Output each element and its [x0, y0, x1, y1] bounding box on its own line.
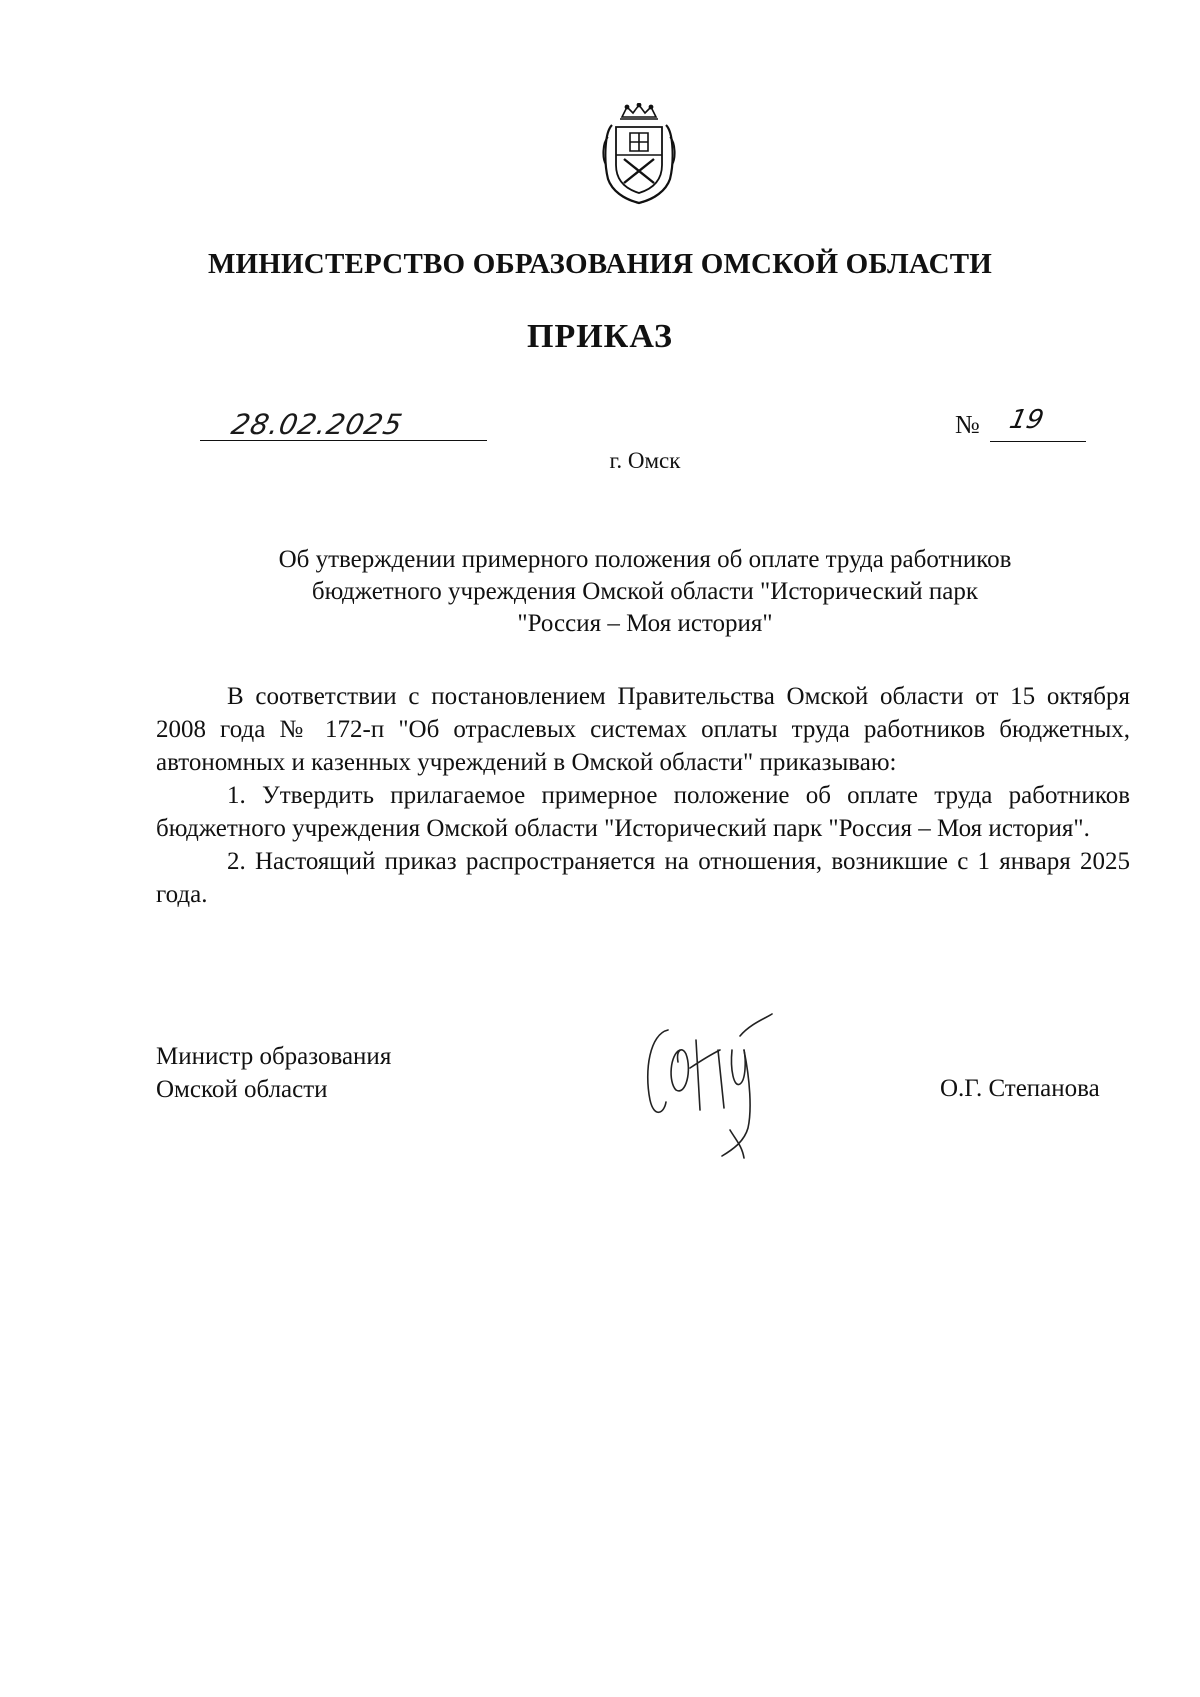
city-label: г. Омск	[609, 448, 681, 473]
signatory-title-line: Омской области	[156, 1076, 328, 1103]
preamble-paragraph: В соответствии с постановлением Правительства Омской области от 15 октября 2008 года № 172-п "Об отраслевых системах оплаты труда работников бюджетных, автономных и казенных учреждений в Омской области" приказываю:	[156, 683, 1130, 776]
order-item-2: 2. Настоящий приказ распространяется на отношения, возникшие с 1 января 2025 года.	[156, 848, 1130, 908]
order-subject	[160, 544, 1130, 640]
signatory-title	[156, 1040, 391, 1106]
ministry-heading: МИНИСТЕРСТВО ОБРАЗОВАНИЯ ОМСКОЙ ОБЛАСТИ	[207, 248, 993, 280]
number-label: №	[955, 410, 980, 439]
date-underline	[200, 440, 487, 441]
coat-of-arms-icon	[600, 103, 678, 206]
subject-line: бюджетного учреждения Омской области "Исторический парк	[311, 578, 979, 605]
number-underline	[990, 441, 1086, 442]
document-type-heading: ПРИКАЗ	[527, 318, 673, 355]
order-body	[156, 680, 1130, 911]
order-item-1: 1. Утвердить прилагаемое примерное положение об оплате труда работников бюджетного учреждения Омской области "Исторический парк "Россия – Моя история".	[156, 782, 1130, 842]
signatory-title-line: Министр образования	[156, 1043, 392, 1070]
handwritten-date: 28.02.2025	[228, 408, 406, 441]
handwritten-number: 19	[1006, 405, 1047, 435]
subject-line: "Россия – Моя история"	[517, 610, 773, 637]
subject-line: Об утверждении примерного положения об оплате труда работников	[278, 546, 1012, 573]
handwritten-signature	[640, 1010, 800, 1160]
signatory-name: О.Г. Степанова	[940, 1075, 1100, 1102]
